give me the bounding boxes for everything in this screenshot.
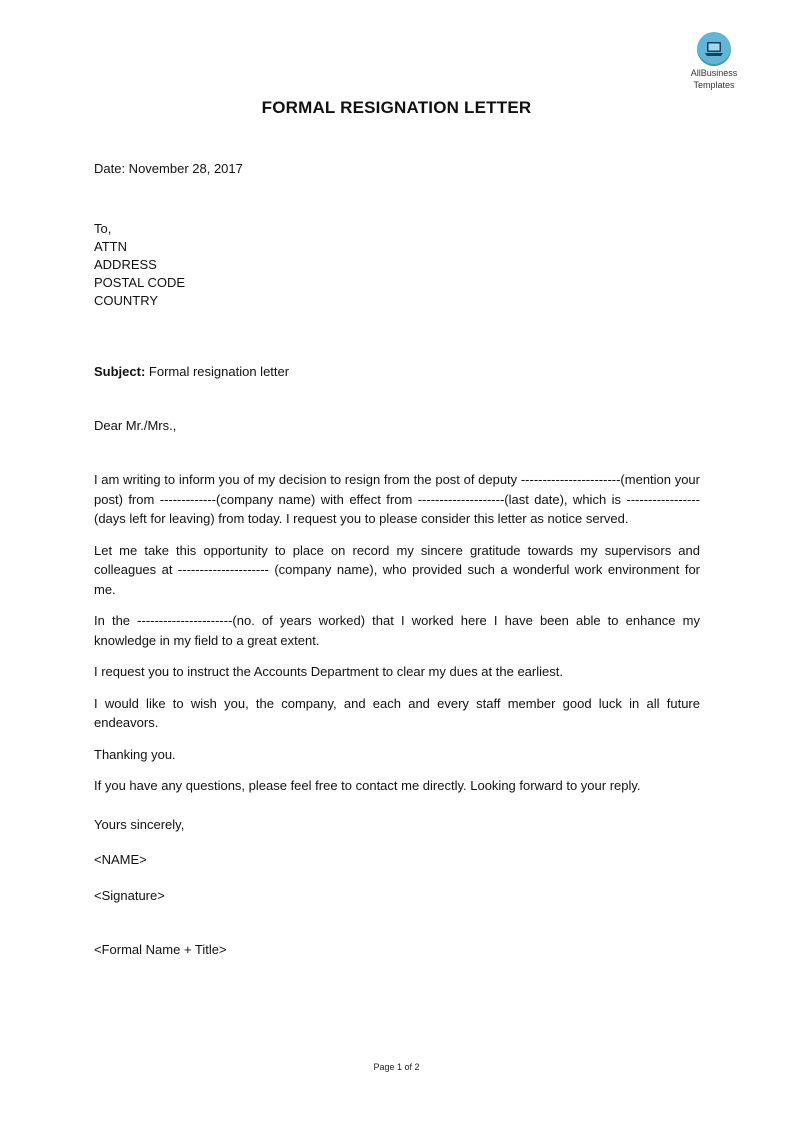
subject-label: Subject:	[94, 364, 146, 379]
greeting: Dear Mr./Mrs.,	[94, 418, 177, 433]
signature-placeholder: <Signature>	[94, 888, 165, 903]
paragraph-gratitude: Let me take this opportunity to place on record my sincere gratitude towards my supervisors and colleagues at --------------------- (company name), who provided such a wonderful work environment for me.	[94, 542, 700, 597]
subject-line	[94, 363, 700, 381]
date-line: Date: November 28, 2017	[94, 161, 243, 176]
paragraph-thanking: Thanking you.	[94, 746, 176, 762]
allbusiness-logo	[682, 32, 746, 90]
subject-text: Formal resignation letter	[145, 364, 290, 379]
recipient-address	[94, 220, 700, 310]
formal-name-placeholder: <Formal Name + Title>	[94, 942, 227, 957]
paragraph-dues: I request you to instruct the Accounts Department to clear my dues at the earliest.	[94, 664, 563, 679]
address-line-postal-code: POSTAL CODE	[94, 275, 186, 290]
name-placeholder: <NAME>	[94, 852, 147, 867]
page-number: Page 1 of 2	[373, 1062, 420, 1072]
document-title: FORMAL RESIGNATION LETTER	[261, 98, 532, 117]
paragraph-contact: If you have any questions, please feel free to contact me directly. Looking forward to your reply.	[94, 778, 641, 793]
paragraph-years-worked: In the ----------------------(no. of years worked) that I worked here I have been able to enhance my knowledge in my field to a great extent.	[94, 613, 700, 648]
logo-text-line2: Templates	[693, 80, 735, 90]
closing: Yours sincerely,	[94, 817, 185, 832]
address-line-address: ADDRESS	[94, 257, 157, 272]
paragraph-good-luck: I would like to wish you, the company, and each and every staff member good luck in all future endeavors.	[94, 695, 700, 730]
paragraph-resignation: I am writing to inform you of my decision to resign from the post of deputy -----------------------(mention your post) from -------------(company name) with effect from --------------------(last date), which is -----------------(days left for leaving) from today. I request you to please consider this letter as notice served.	[94, 472, 700, 526]
laptop-icon	[697, 32, 731, 66]
address-line-to: To,	[94, 221, 112, 236]
address-line-attn: ATTN	[94, 239, 127, 254]
address-line-country: COUNTRY	[94, 293, 159, 308]
logo-text-line1: AllBusiness	[690, 68, 738, 78]
letter-body	[94, 470, 700, 808]
